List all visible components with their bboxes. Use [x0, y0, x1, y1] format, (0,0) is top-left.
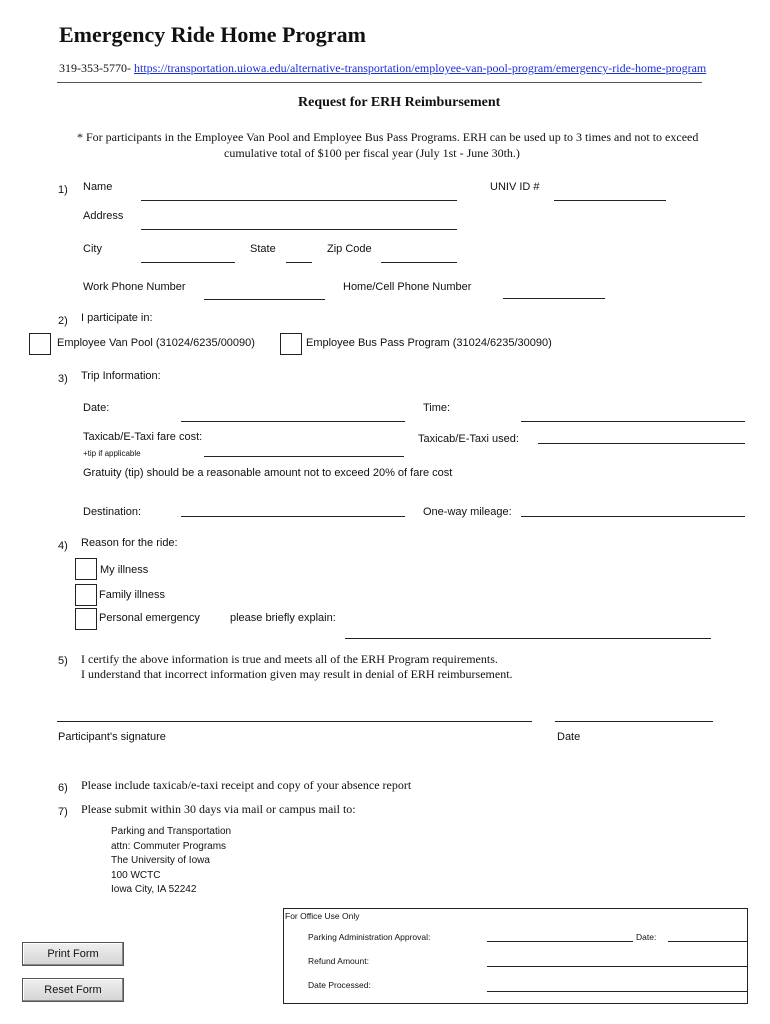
tip-note: +tip if applicable	[83, 449, 141, 458]
mailing-address	[111, 825, 231, 898]
address-label: Address	[83, 210, 124, 222]
fare-cost-label: Taxicab/E-Taxi fare cost:	[83, 431, 203, 443]
approval-label: Parking Administration Approval:	[308, 932, 431, 942]
section-number: 4)	[58, 540, 68, 552]
reset-form-button[interactable]: Reset Form	[22, 978, 124, 1002]
city-field[interactable]	[141, 262, 235, 263]
zip-label: Zip Code	[327, 243, 372, 255]
refund-label: Refund Amount:	[308, 956, 369, 966]
certify-line2: I understand that incorrect information given may result in denial of ERH reimbursement.	[81, 667, 513, 681]
state-field[interactable]	[286, 262, 312, 263]
section-number: 7)	[58, 806, 68, 818]
address-field[interactable]	[141, 229, 457, 230]
signature-label: Participant's signature	[58, 731, 166, 743]
trip-info-label: Trip Information:	[81, 370, 161, 382]
signature-field[interactable]	[57, 721, 532, 722]
form-title: Request for ERH Reimbursement	[298, 95, 501, 110]
explain-field[interactable]	[345, 638, 711, 639]
processed-field[interactable]	[487, 991, 748, 992]
family-illness-label: Family illness	[99, 589, 166, 601]
home-phone-field[interactable]	[503, 298, 605, 299]
receipt-instruction: Please include taxicab/e-taxi receipt and copy of your absence report	[81, 778, 412, 792]
address-line: 100 WCTC	[111, 869, 161, 881]
trip-date-field[interactable]	[181, 421, 405, 422]
section-number: 2)	[58, 315, 68, 327]
section-number: 6)	[58, 782, 68, 794]
van-pool-checkbox[interactable]	[29, 333, 51, 355]
address-line: Iowa City, IA 52242	[111, 884, 197, 895]
signature-date-field[interactable]	[555, 721, 713, 722]
page-title: Emergency Ride Home Program	[59, 22, 366, 47]
processed-label: Date Processed:	[308, 980, 371, 990]
approval-date-label: Date:	[636, 932, 657, 942]
participation-label: I participate in:	[81, 312, 153, 324]
certify-line1: I certify the above information is true and meets all of the ERH Program requirements.	[81, 652, 498, 666]
program-link[interactable]: https://transportation.uiowa.edu/alternative-transportation/employee-van-pool-program/emergency-ride-home-program	[134, 61, 707, 75]
my-illness-label: My illness	[100, 564, 149, 576]
reason-label: Reason for the ride:	[81, 537, 178, 549]
section-number: 3)	[58, 373, 68, 385]
bus-pass-label: Employee Bus Pass Program (31024/6235/30090)	[306, 337, 552, 349]
my-illness-checkbox[interactable]	[75, 558, 97, 580]
family-illness-checkbox[interactable]	[75, 584, 97, 606]
trip-time-field[interactable]	[521, 421, 745, 422]
name-label: Name	[83, 181, 113, 193]
submit-instruction: Please submit within 30 days via mail or campus mail to:	[81, 802, 356, 816]
zip-field[interactable]	[381, 262, 457, 263]
approval-field[interactable]	[487, 941, 633, 942]
city-label: City	[83, 243, 102, 255]
fare-cost-field[interactable]	[204, 456, 404, 457]
address-line: Parking and Transportation	[111, 826, 232, 837]
mileage-label: One-way mileage:	[423, 506, 512, 518]
eligibility-note-line1: * For participants in the Employee Van Pool and Employee Bus Pass Programs. ERH can be used up to 3 times and not to exceed	[77, 130, 699, 144]
univ-id-field[interactable]	[554, 200, 666, 201]
office-use-title: For Office Use Only	[285, 911, 360, 921]
home-phone-label: Home/Cell Phone Number	[343, 281, 472, 293]
explain-label: please briefly explain:	[230, 612, 336, 624]
work-phone-field[interactable]	[204, 299, 325, 300]
work-phone-label: Work Phone Number	[83, 281, 186, 293]
personal-emergency-label: Personal emergency	[99, 612, 200, 624]
univ-id-label: UNIV ID #	[490, 181, 540, 193]
personal-emergency-checkbox[interactable]	[75, 608, 97, 630]
trip-date-label: Date:	[83, 402, 110, 414]
refund-field[interactable]	[487, 966, 748, 967]
approval-date-field[interactable]	[668, 941, 748, 942]
section-number: 5)	[58, 655, 68, 667]
destination-field[interactable]	[181, 516, 405, 517]
header-divider	[57, 82, 702, 83]
gratuity-note: Gratuity (tip) should be a reasonable amount not to exceed 20% of fare cost	[83, 467, 453, 479]
trip-time-label: Time:	[423, 402, 451, 414]
taxi-used-field[interactable]	[538, 443, 745, 444]
signature-date-label: Date	[557, 731, 581, 743]
address-line: The University of Iowa	[111, 855, 210, 866]
eligibility-note-line2: cumulative total of $100 per fiscal year (July 1st - June 30th.)	[224, 146, 520, 160]
name-field[interactable]	[141, 200, 457, 201]
state-label: State	[250, 243, 276, 255]
address-line: attn: Commuter Programs	[111, 840, 227, 852]
section-number: 1)	[58, 184, 68, 196]
print-form-button[interactable]: Print Form	[22, 942, 124, 966]
van-pool-label: Employee Van Pool (31024/6235/00090)	[57, 337, 255, 349]
header-contact	[59, 61, 706, 76]
taxi-used-label: Taxicab/E-Taxi used:	[418, 433, 519, 445]
mileage-field[interactable]	[521, 516, 745, 517]
destination-label: Destination:	[83, 506, 142, 518]
bus-pass-checkbox[interactable]	[280, 333, 302, 355]
phone-number: 319-353-5770-	[59, 61, 131, 75]
